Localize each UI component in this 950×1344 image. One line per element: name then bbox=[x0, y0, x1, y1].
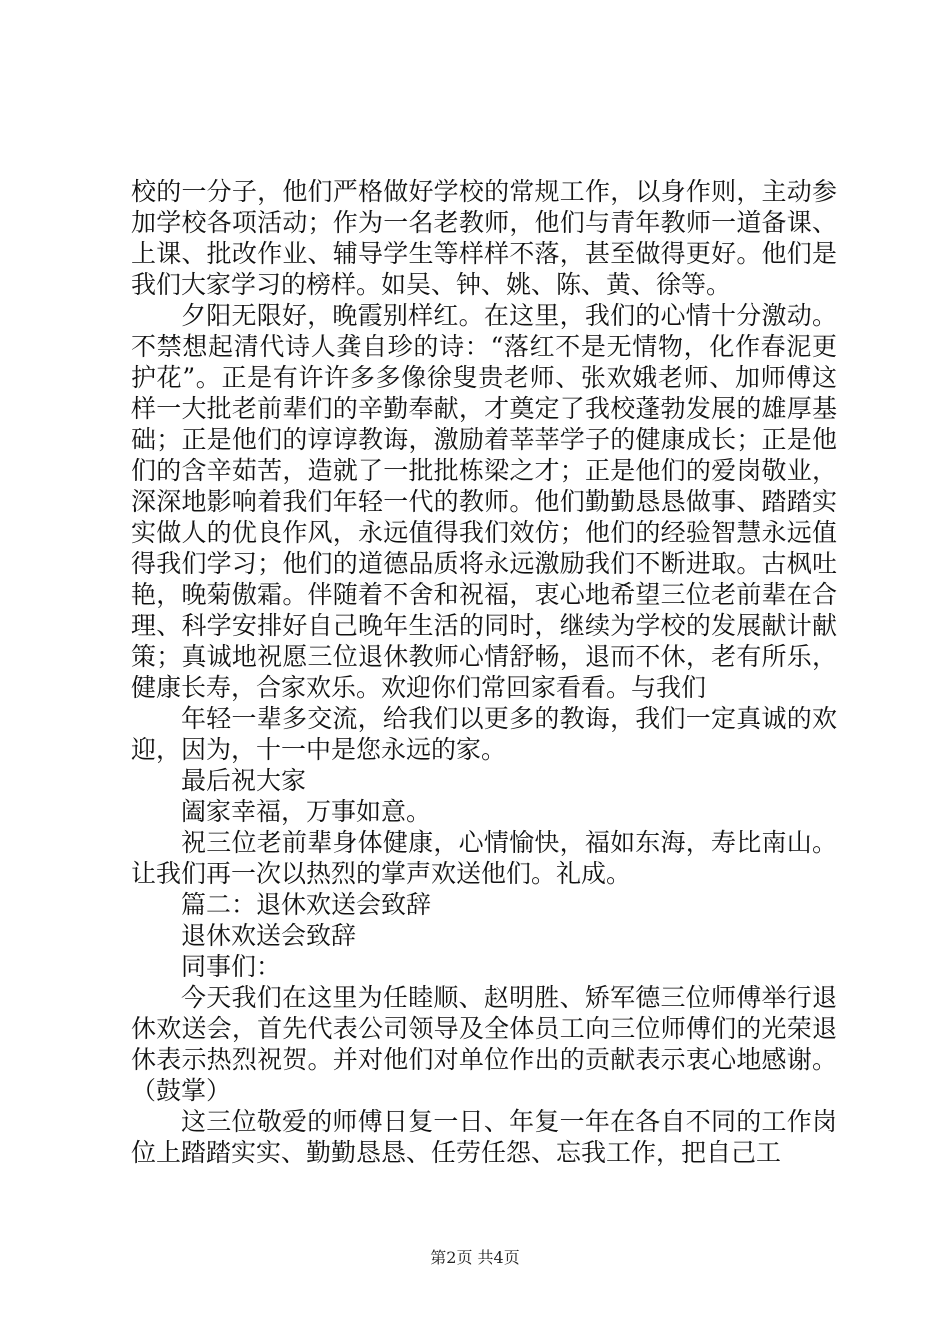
paragraph-6: 祝三位老前辈身体健康，心情愉快，福如东海，寿比南山。让我们再一次以热烈的掌声欢送他们。礼成。 bbox=[131, 828, 837, 888]
paragraph-3: 年轻一辈多交流，给我们以更多的教诲，我们一定真诚的欢迎，因为，十一中是您永远的家。 bbox=[131, 704, 837, 764]
document-body bbox=[131, 176, 837, 1168]
salutation: 同事们： bbox=[181, 952, 282, 981]
paragraph-5: 阖家幸福，万事如意。 bbox=[181, 797, 432, 826]
paragraph-4: 最后祝大家 bbox=[181, 766, 307, 795]
paragraph-10: 今天我们在这里为任睦顺、赵明胜、矫军德三位师傅举行退休欢送会，首先代表公司领导及全体员工向三位师傅们的光荣退休表示热烈祝贺。并对他们对单位作出的贡献表示衷心地感谢。（鼓掌） bbox=[131, 983, 837, 1105]
paragraph-11: 这三位敬爱的师傅日复一日、年复一年在各自不同的工作岗位上踏踏实实、勤勤恳恳、任劳任怨、忘我工作，把自己工 bbox=[131, 1107, 837, 1167]
paragraph-2: 夕阳无限好，晚霞别样红。在这里，我们的心情十分激动。不禁想起清代诗人龚自珍的诗：“落红不是无情物，化作春泥更护花”。正是有许许多多像徐叟贵老师、张欢娥老师、加师傅这样一大批老前辈们的辛勤奉献，才奠定了我校蓬勃发展的雄厚基础；正是他们的谆谆教诲，激励着莘莘学子的健康成长；正是他们的含辛茹苦，造就了一批批栋梁之才；正是他们的爱岗敬业，深深地影响着我们年轻一代的教师。他们勤勤恳恳做事、踏踏实实做人的优良作风，永远值得我们效仿；他们的经验智慧永远值得我们学习；他们的道德品质将永远激励我们不断进取。古枫吐艳，晚菊傲霜。伴随着不舍和祝福，衷心地希望三位老前辈在合理、科学安排好自己晚年生活的同时，继续为学校的发展献计献策；真诚地祝愿三位退休教师心情舒畅，退而不休，老有所乐，健康长寿，合家欢乐。欢迎你们常回家看看。与我们 bbox=[131, 301, 837, 702]
paragraph-1: 校的一分子，他们严格做好学校的常规工作，以身作则，主动参加学校各项活动；作为一名老教师，他们与青年教师一道备课、上课、批改作业、辅导学生等样样不落，甚至做得更好。他们是我们大家学习的榜样。如吴、钟、姚、陈、黄、徐等。 bbox=[131, 177, 837, 299]
speech-title: 退休欢送会致辞 bbox=[181, 921, 357, 950]
page-footer: 第2页 共4页 bbox=[430, 1248, 520, 1267]
section-heading: 篇二：退休欢送会致辞 bbox=[181, 890, 432, 919]
